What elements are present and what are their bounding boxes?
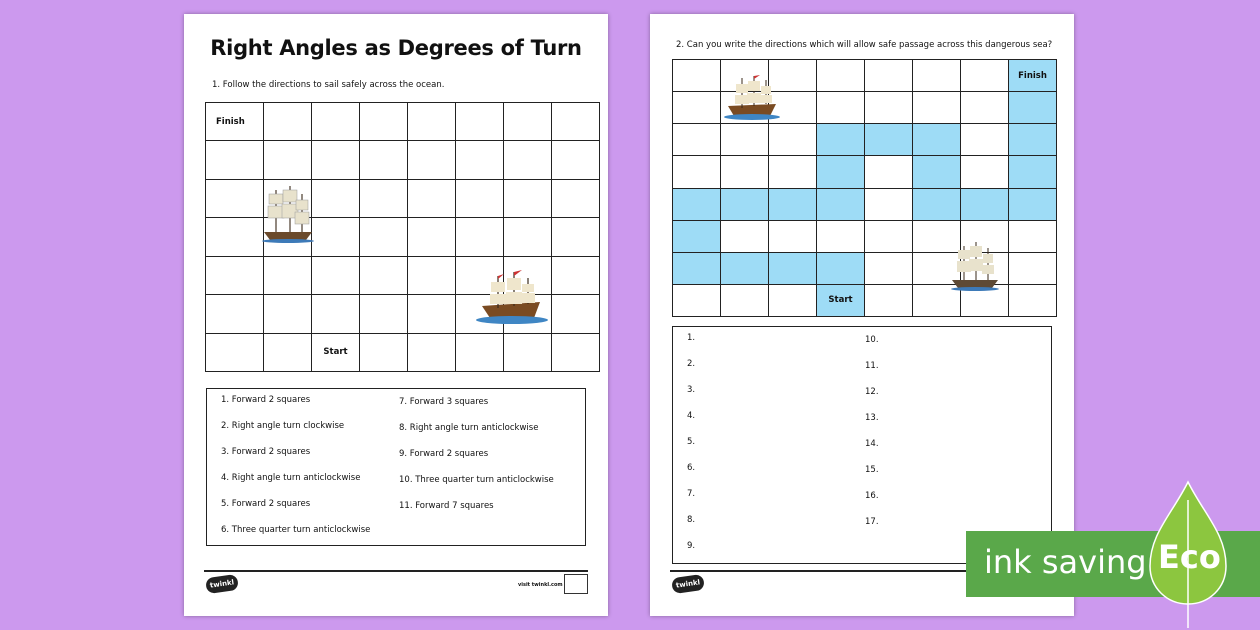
quality-badge-icon [564, 574, 588, 594]
direction-item: 4. Right angle turn anticlockwise [221, 473, 361, 483]
answer-line-number: 15. [865, 465, 879, 475]
direction-item: 7. Forward 3 squares [399, 397, 489, 407]
direction-item: 3. Forward 2 squares [221, 447, 311, 457]
worksheet-page-1 [184, 14, 608, 616]
answer-line-number: 10. [865, 335, 879, 345]
ship-image [474, 268, 550, 328]
ink-saving-text: ink saving [984, 543, 1147, 581]
visit-link: visit twinkl.com [518, 582, 563, 588]
answer-line-number: 3. [687, 385, 696, 395]
answer-line-number: 7. [687, 489, 696, 499]
start-cell: Start [817, 284, 865, 316]
direction-item: 2. Right angle turn clockwise [221, 421, 345, 431]
twinkl-logo: twinkl [205, 574, 239, 594]
finish-cell: Finish [206, 103, 264, 141]
finish-cell: Finish [1009, 60, 1057, 92]
answer-line-number: 6. [687, 463, 696, 473]
answer-line-number: 12. [865, 387, 879, 397]
direction-item: 1. Forward 2 squares [221, 395, 311, 405]
direction-item: 10. Three quarter turn anticlockwise [399, 475, 554, 485]
direction-item: 9. Forward 2 squares [399, 449, 489, 459]
direction-item: 5. Forward 2 squares [221, 499, 311, 509]
direction-item: 11. Forward 7 squares [399, 501, 494, 511]
ship-image [258, 182, 318, 248]
answer-line-number: 14. [865, 439, 879, 449]
page-title: Right Angles as Degrees of Turn [210, 36, 582, 60]
answer-line-number: 17. [865, 517, 879, 527]
footer-divider [204, 570, 588, 572]
answer-line-number: 16. [865, 491, 879, 501]
ship-image [722, 74, 782, 122]
direction-item: 8. Right angle turn anticlockwise [399, 423, 539, 433]
direction-item: 6. Three quarter turn anticlockwise [221, 525, 371, 535]
directions-box [206, 388, 586, 546]
twinkl-logo: twinkl [671, 574, 705, 594]
ship-image [948, 240, 1002, 296]
answer-line-number: 5. [687, 437, 696, 447]
answer-line-number: 11. [865, 361, 879, 371]
answer-line-number: 13. [865, 413, 879, 423]
question-1: 1. Follow the directions to sail safely across the ocean. [212, 80, 445, 90]
answer-line-number: 2. [687, 359, 696, 369]
worksheet-page-2 [650, 14, 1074, 616]
question-2: 2. Can you write the directions which will allow safe passage across this dangerous sea? [676, 40, 1053, 50]
eco-label: Eco [1158, 538, 1221, 576]
answer-line-number: 9. [687, 541, 696, 551]
answer-line-number: 1. [687, 333, 696, 343]
answer-line-number: 8. [687, 515, 696, 525]
start-cell: Start [312, 333, 360, 371]
answer-line-number: 4. [687, 411, 696, 421]
answer-box[interactable] [672, 326, 1052, 564]
